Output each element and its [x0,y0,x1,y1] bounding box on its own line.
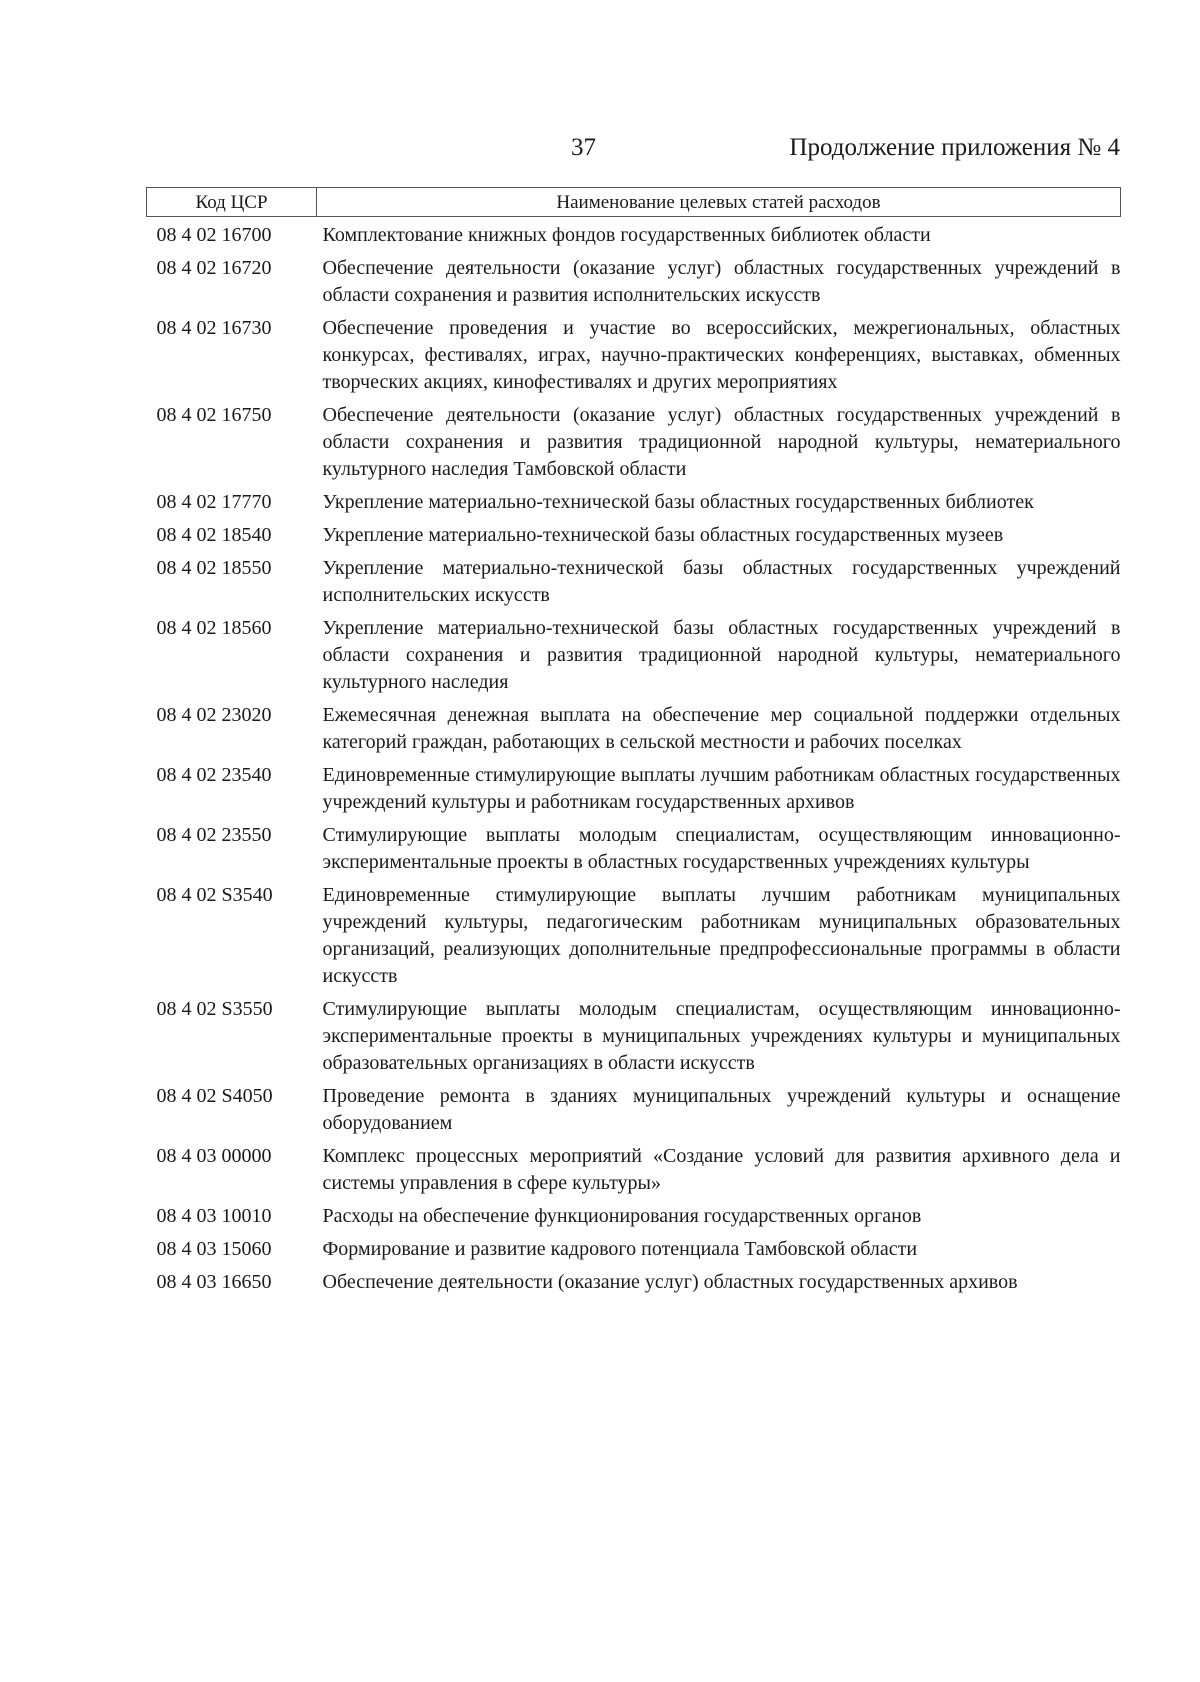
row-name: Проведение ремонта в зданиях муниципальных учреждений культуры и оснащение оборудованием [322,1085,1121,1134]
table-row [147,552,1121,612]
row-code: 08 4 02 18540 [156,524,272,546]
table-row [147,1200,1121,1233]
row-name: Укрепление материально-технической базы областных государственных библиотек [322,491,1034,513]
row-code: 08 4 02 16730 [156,317,272,339]
row-code: 08 4 02 23020 [156,704,272,726]
row-code: 08 4 02 18550 [156,557,272,579]
table-row [147,612,1121,699]
row-code: 08 4 02 18560 [156,617,272,639]
table-row [147,699,1121,759]
row-name: Комплекс процессных мероприятий «Создание условий для развития архивного дела и системы управления в сфере культуры» [322,1145,1121,1194]
table-row [147,252,1121,312]
row-name: Единовременные стимулирующие выплаты лучшим работникам муниципальных учреждений культуры, педагогическим работникам муниципальных образовательных организаций, реализующих дополнительные предпрофессиональные программы в области искусств [322,884,1121,987]
expense-codes-table [146,187,1121,1299]
page-number: 37 [571,134,596,161]
row-code: 08 4 02 16700 [156,224,272,246]
row-name: Укрепление материально-технической базы областных государственных музеев [322,524,1004,546]
row-code: 08 4 02 23540 [156,764,272,786]
continuation-title: Продолжение приложения № 4 [789,134,1120,161]
row-name: Формирование и развитие кадрового потенциала Тамбовской области [322,1238,918,1260]
row-code: 08 4 02 23550 [156,824,272,846]
row-code: 08 4 02 S3540 [156,884,273,906]
table-row [147,1233,1121,1266]
table-row [147,217,1121,253]
row-code: 08 4 02 S4050 [156,1085,273,1107]
row-name: Расходы на обеспечение функционирования государственных органов [322,1205,922,1227]
row-code: 08 4 03 15060 [156,1238,272,1260]
row-name: Обеспечение проведения и участие во всероссийских, межрегиональных, областных конкурсах, фестивалях, играх, научно-практических конференциях, выставках, обменных творческих акциях, кинофестивалях и других мероприятиях [322,317,1121,393]
header-row [147,188,1121,217]
table-header [147,188,1121,217]
table-row [147,486,1121,519]
row-code: 08 4 02 17770 [156,491,272,513]
row-code: 08 4 03 16650 [156,1271,272,1293]
row-name: Стимулирующие выплаты молодым специалистам, осуществляющим инновационно-экспериментальные проекты в муниципальных учреждениях культуры и муниципальных образовательных организациях в области искусств [322,998,1121,1074]
row-code: 08 4 02 16720 [156,257,272,279]
row-name: Единовременные стимулирующие выплаты лучшим работникам областных государственных учреждений культуры и работникам государственных архивов [322,764,1121,813]
row-name: Обеспечение деятельности (оказание услуг) областных государственных архивов [322,1271,1018,1293]
row-code: 08 4 03 00000 [156,1145,272,1167]
row-name: Комплектование книжных фондов государственных библиотек области [322,224,931,246]
table-body [147,217,1121,1300]
row-name: Ежемесячная денежная выплата на обеспечение мер социальной поддержки отдельных категорий граждан, работающих в сельской местности и рабочих поселках [322,704,1121,753]
column-header-name: Наименование целевых статей расходов [317,188,1121,217]
table-row [147,1140,1121,1200]
table-row [147,1266,1121,1299]
table-row [147,993,1121,1080]
row-name: Обеспечение деятельности (оказание услуг) областных государственных учреждений в области сохранения и развития исполнительских искусств [322,257,1121,306]
table-row [147,519,1121,552]
table-row [147,312,1121,399]
column-header-code: Код ЦСР [147,188,317,217]
row-code: 08 4 02 S3550 [156,998,273,1020]
table-row [147,879,1121,993]
row-name: Стимулирующие выплаты молодым специалистам, осуществляющим инновационно-экспериментальные проекты в областных государственных учреждениях культуры [322,824,1121,873]
table-row [147,759,1121,819]
table-row [147,819,1121,879]
row-code: 08 4 02 16750 [156,404,272,426]
row-name: Укрепление материально-технической базы областных государственных учреждений исполнительских искусств [322,557,1121,606]
table-row [147,1080,1121,1140]
row-code: 08 4 03 10010 [156,1205,272,1227]
expense-codes-table-wrap [146,187,1121,1299]
row-name: Обеспечение деятельности (оказание услуг) областных государственных учреждений в области сохранения и развития традиционной народной культуры, нематериального культурного наследия Тамбовской области [322,404,1121,480]
table-row [147,399,1121,486]
row-name: Укрепление материально-технической базы областных государственных учреждений в области сохранения и развития традиционной народной культуры, нематериального культурного наследия [322,617,1121,693]
